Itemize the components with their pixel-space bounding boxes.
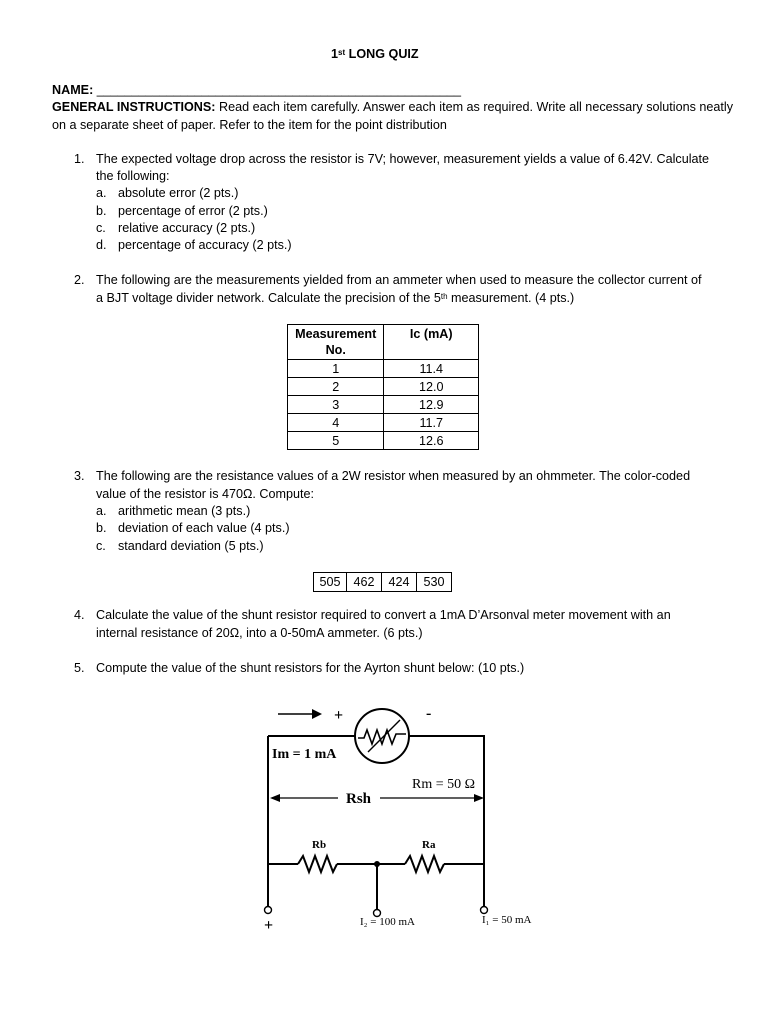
minus-top-label: - [426, 705, 432, 722]
rb-zigzag [298, 856, 337, 872]
table-cell: 3 [288, 396, 384, 414]
ra-label: Ra [422, 839, 436, 851]
instructions-label: GENERAL INSTRUCTIONS: [52, 100, 216, 114]
question-4-text-line1: Calculate the value of the shunt resistor required to convert a 1mA D’Arsonval meter movement with an [96, 608, 671, 622]
question-number: 4. [74, 608, 85, 622]
title-number: 1 [331, 47, 339, 61]
list-item-text: arithmetic mean (3 pts.) [118, 504, 251, 518]
current-arrow-head [312, 709, 322, 719]
rsh-arrowhead-left [270, 794, 280, 802]
plus-top-label: + [334, 707, 344, 724]
instructions-text-line1: Read each item carefully. Answer each item as required. Write all necessary solutions neatly [215, 100, 734, 114]
table-header-text: Measurement [295, 327, 377, 341]
table-cell: 462 [347, 573, 382, 592]
name-field [52, 82, 461, 99]
list-item-text: standard deviation (5 pts.) [118, 539, 264, 553]
question-number: 1. [74, 152, 85, 166]
table-header-text: No. [325, 343, 346, 357]
table-cell: 12.0 [384, 378, 479, 396]
table-header-row [288, 325, 479, 360]
superscript: th [440, 292, 448, 301]
i2-label: I₂ = 100 mA [360, 916, 415, 928]
table-header-cell: Ic (mA) [384, 325, 479, 360]
list-item-letter: b. [96, 521, 107, 535]
plus-bottom-label: + [264, 917, 274, 934]
list-item-text: deviation of each value (4 pts.) [118, 521, 290, 535]
question-1-text-line1: The expected voltage drop across the resistor is 7V; however, measurement yields a value of 6.42V. Calculate [96, 152, 709, 166]
terminal-left [265, 907, 272, 914]
title-text: LONG QUIZ [345, 47, 419, 61]
meter-zigzag [358, 730, 406, 744]
table-row [288, 432, 479, 450]
rm-label: Rm = 50 Ω [412, 777, 476, 792]
table-row [288, 414, 479, 432]
rsh-arrowhead-right [474, 794, 484, 802]
table-row [288, 396, 479, 414]
list-item-text: percentage of error (2 pts.) [118, 204, 268, 218]
table-row [314, 573, 452, 592]
question-number: 5. [74, 661, 85, 675]
list-item-text: absolute error (2 pts.) [118, 186, 239, 200]
table-cell: 505 [314, 573, 347, 592]
rsh-label: Rsh [346, 791, 372, 807]
table-cell: 11.7 [384, 414, 479, 432]
table-cell: 2 [288, 378, 384, 396]
table-cell: 1 [288, 360, 384, 378]
question-3-text-line2: value of the resistor is 470Ω. Compute: [96, 487, 315, 501]
question-2-text-part: a BJT voltage divider network. Calculate the precision of the 5 [96, 291, 441, 305]
table-cell: 11.4 [384, 360, 479, 378]
table-cell: 12.9 [384, 396, 479, 414]
list-item-letter: d. [96, 238, 107, 252]
question-2-text-part: measurement. (4 pts.) [447, 291, 575, 305]
page-title [331, 46, 419, 63]
i1-label: I₁ = 50 mA [482, 914, 532, 926]
table-header-cell [288, 325, 384, 360]
list-item-letter: a. [96, 504, 107, 518]
terminal-right [481, 907, 488, 914]
question-1-text-line2: the following: [96, 169, 170, 183]
measurement-table [287, 324, 479, 450]
table-row [288, 378, 479, 396]
list-item-text: percentage of accuracy (2 pts.) [118, 238, 292, 252]
resistance-values-table [313, 572, 452, 592]
list-item-letter: c. [96, 221, 106, 235]
question-2-text-line1: The following are the measurements yielded from an ammeter when used to measure the collector current of [96, 273, 702, 287]
top-wire-right [409, 736, 484, 906]
title-superscript: st [338, 48, 346, 57]
question-number: 2. [74, 273, 85, 287]
table-cell: 530 [417, 573, 452, 592]
table-cell: 4 [288, 414, 384, 432]
name-label: NAME: [52, 83, 97, 97]
ra-zigzag [405, 856, 444, 872]
question-4-text-line2: internal resistance of 20Ω, into a 0-50mA ammeter. (6 pts.) [96, 626, 423, 640]
question-2-text-line2 [96, 290, 574, 307]
list-item-text: relative accuracy (2 pts.) [118, 221, 256, 235]
list-item-letter: c. [96, 539, 106, 553]
instructions-text-line2: on a separate sheet of paper. Refer to the item for the point distribution [52, 118, 447, 132]
list-item-letter: b. [96, 204, 107, 218]
table-cell: 12.6 [384, 432, 479, 450]
meter-circle [355, 709, 409, 763]
question-number: 3. [74, 469, 85, 483]
question-5-text-line1: Compute the value of the shunt resistors for the Ayrton shunt below: (10 pts.) [96, 661, 525, 675]
general-instructions [52, 99, 733, 116]
im-label: Im = 1 mA [272, 747, 337, 762]
list-item-letter: a. [96, 186, 107, 200]
junction-dot [374, 861, 380, 867]
table-row [288, 360, 479, 378]
rb-label: Rb [312, 839, 327, 851]
name-blank-line: ____________________________________________________ [96, 83, 461, 97]
ayrton-shunt-diagram [250, 700, 550, 940]
table-cell: 424 [382, 573, 417, 592]
question-3-text-line1: The following are the resistance values of a 2W resistor when measured by an ohmmeter. The color-coded [96, 469, 691, 483]
table-cell: 5 [288, 432, 384, 450]
